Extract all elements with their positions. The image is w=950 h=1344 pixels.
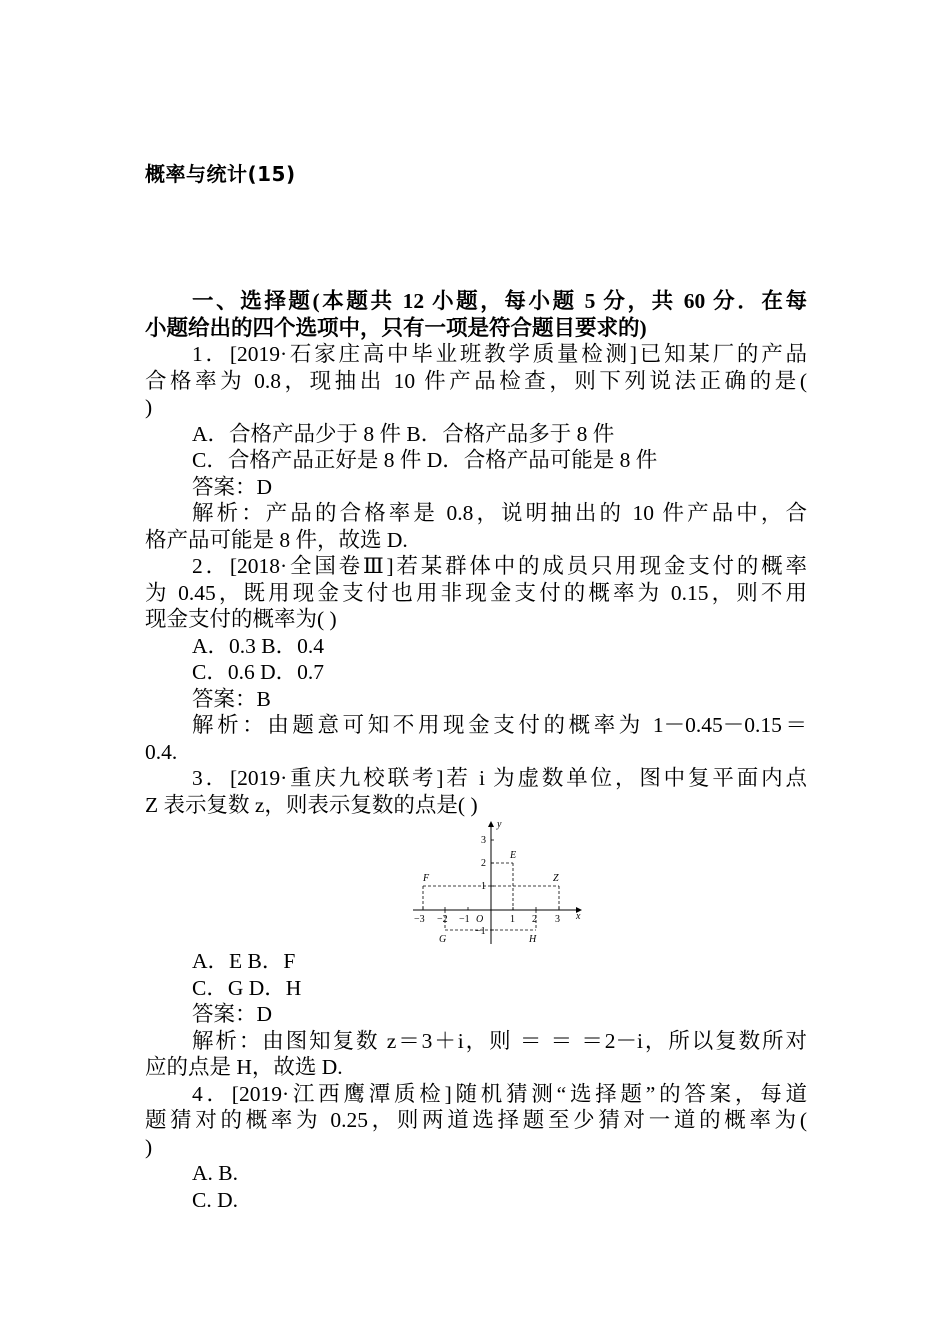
q4-stem-line3: ) bbox=[145, 1134, 153, 1159]
x-tick-neg1: −1 bbox=[459, 914, 470, 925]
section-heading-line2: 小题给出的四个选项中，只有一项是符合题目要求的) bbox=[145, 315, 647, 340]
point-z-label: Z bbox=[553, 873, 559, 884]
q3-stem-line2: Z 表示复数 z，则表示复数的点是( ) bbox=[145, 792, 478, 817]
q2-options-cd: C．0.6 D．0.7 bbox=[192, 660, 324, 684]
y-tick-neg1: −1 bbox=[475, 926, 486, 937]
q1-analysis-line2: 格产品可能是 8 件，故选 D. bbox=[145, 527, 408, 552]
q4-options-ab: A. B. bbox=[192, 1161, 238, 1185]
q4-stem-line2: 题猜对的概率为 0.25，则两道选择题至少猜对一道的概率为( bbox=[145, 1108, 807, 1132]
q2-options-ab: A．0.3 B．0.4 bbox=[192, 633, 324, 658]
x-tick-2: 2 bbox=[532, 914, 537, 925]
point-e-label: E bbox=[510, 850, 517, 861]
q2-stem-line2: 为 0.45，既用现金支付也用非现金支付的概率为 0.15，则不用 bbox=[145, 580, 807, 605]
point-g-label: G bbox=[439, 934, 447, 945]
section-heading-line1: 一、选择题(本题共 12 小题，每小题 5 分，共 60 分．在每 bbox=[192, 289, 807, 313]
x-tick-1: 1 bbox=[510, 914, 515, 925]
y-tick-1: 1 bbox=[481, 881, 486, 892]
q1-analysis-line1: 解析：产品的合格率是 0.8，说明抽出的 10 件产品中，合 bbox=[192, 501, 807, 525]
q3-analysis-line1: 解析：由图知复数 z＝3＋i，则 ＝ ＝ ＝2－i，所以复数所对 bbox=[192, 1028, 807, 1053]
complex-plane-figure bbox=[145, 818, 807, 948]
point-f-label: F bbox=[423, 873, 430, 884]
q3-stem-line1: 3．[2019·重庆九校联考]若 i 为虚数单位，图中复平面内点 bbox=[192, 766, 807, 790]
q4-options-cd: C. D. bbox=[192, 1187, 238, 1212]
x-axis-label: x bbox=[576, 911, 581, 922]
q2-stem-line3: 现金支付的概率为( ) bbox=[145, 607, 337, 631]
y-axis-label: y bbox=[497, 819, 502, 830]
q4-stem-line1: 4．[2019·江西鹰潭质检]随机猜测“选择题”的答案，每道 bbox=[192, 1081, 807, 1106]
q1-stem-line2: 合格率为 0.8，现抽出 10 件产品检查，则下列说法正确的是( bbox=[145, 368, 807, 393]
q1-stem-line1: 1．[2019·石家庄高中毕业班教学质量检测]已知某厂的产品 bbox=[192, 342, 807, 366]
q2-stem-line1: 2．[2018·全国卷Ⅲ]若某群体中的成员只用现金支付的概率 bbox=[192, 554, 807, 578]
q2-answer: 答案：B bbox=[192, 686, 271, 711]
point-h-label: H bbox=[529, 934, 537, 945]
x-tick-neg3: −3 bbox=[414, 914, 425, 925]
x-tick-neg2: −2 bbox=[437, 914, 448, 925]
q1-options-ab: A．合格产品少于 8 件 B．合格产品多于 8 件 bbox=[192, 421, 615, 446]
y-tick-2: 2 bbox=[481, 858, 486, 869]
complex-plane-diagram bbox=[413, 818, 593, 948]
q1-stem-line3: ) bbox=[145, 395, 153, 419]
q3-analysis-line2: 应的点是 H，故选 D. bbox=[145, 1055, 343, 1079]
q2-analysis-line1: 解析：由题意可知不用现金支付的概率为 1－0.45－0.15＝ bbox=[192, 713, 807, 737]
q3-options-ab: A．E B．F bbox=[192, 949, 296, 973]
q1-options-cd: C．合格产品正好是 8 件 D．合格产品可能是 8 件 bbox=[192, 448, 658, 472]
y-tick-3: 3 bbox=[481, 835, 486, 846]
document-body bbox=[145, 288, 807, 1213]
x-tick-3: 3 bbox=[555, 914, 560, 925]
origin-label: O bbox=[476, 914, 484, 925]
q2-analysis-line2: 0.4. bbox=[145, 739, 178, 764]
page-title: 概率与统计(15) bbox=[145, 162, 296, 186]
q1-answer: 答案：D bbox=[192, 474, 273, 499]
q3-answer: 答案：D bbox=[192, 1002, 273, 1026]
q3-options-cd: C．G D．H bbox=[192, 975, 302, 1000]
